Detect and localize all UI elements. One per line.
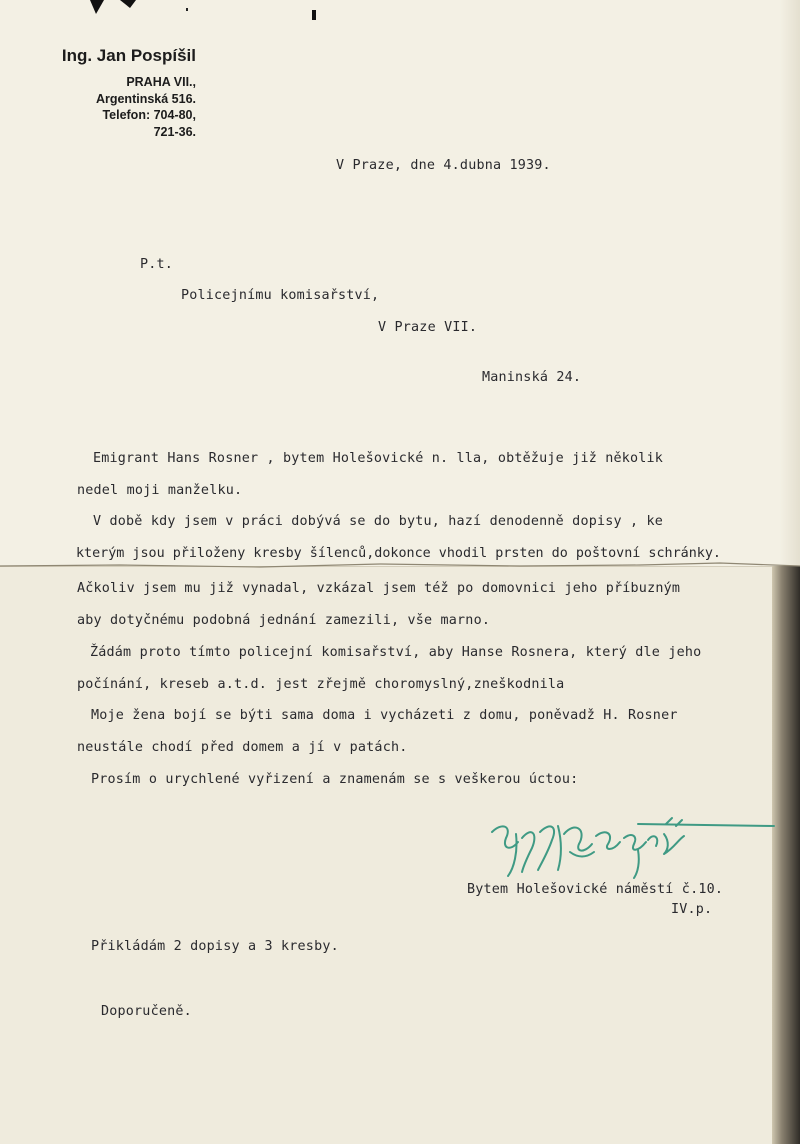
date-line: V Praze, dne 4.dubna 1939. [336, 158, 551, 173]
body-line: nedel moji manželku. [77, 483, 243, 498]
body-line: kterým jsou přiloženy kresby šílenců,dokonce vhodil prsten do poštovní schránky. [76, 546, 721, 561]
body-line: aby dotyčnému podobná jednání zamezili, vše marno. [77, 613, 491, 628]
letterhead-phone-2: 721-36. [153, 124, 196, 139]
body-line: neustále chodí před domem a jí v patách. [77, 740, 408, 755]
handwritten-signature [488, 812, 778, 882]
recipient-line-3: Maninská 24. [482, 370, 582, 385]
recipient-line-2: V Praze VII. [378, 320, 478, 335]
sender-address-line-1: Bytem Holešovické náměstí č.10. [467, 882, 724, 897]
letterhead-street: Argentinská 516. [95, 91, 196, 106]
body-line: Moje žena bojí se býti sama doma i vycházeti z domu, poněvadž H. Rosner [91, 708, 678, 723]
letterhead-name: Ing. Jan Pospíšil [61, 46, 196, 65]
paper-tear [0, 560, 800, 570]
body-line: V době kdy jsem v práci dobývá se do bytu, hazí denodenně dopisy , ke [93, 514, 664, 529]
body-line: Žádám proto tímto policejní komisařství, aby Hanse Rosnera, který dle jeho [90, 645, 702, 660]
letterhead-city: PRAHA VII., [126, 75, 196, 89]
registered-mail-note: Doporučeně. [101, 1004, 192, 1019]
body-line: Emigrant Hans Rosner , bytem Holešovické n. lla, obtěžuje již několik [93, 451, 664, 466]
recipient-line-1: Policejnímu komisařství, [181, 288, 380, 303]
body-line: Ačkoliv jsem mu již vynadal, vzkázal jsem též po domovnici jeho příbuzným [77, 581, 681, 596]
letterhead-phone: Telefon: 704-80, [102, 108, 196, 122]
body-line: Prosím o urychlené vyřizení a znamenám se s veškerou úctou: [91, 772, 579, 787]
letterhead [36, 46, 196, 140]
paper-edge-top [780, 0, 800, 566]
enclosure-note: Přikládám 2 dopisy a 3 kresby. [91, 939, 339, 954]
body-line: počínání, kreseb a.t.d. jest zřejmě choromyslný,zneškodnila [77, 677, 565, 692]
salutation: P.t. [140, 257, 174, 272]
sender-address-line-2: IV.p. [671, 902, 713, 917]
ink-marks [90, 0, 330, 30]
